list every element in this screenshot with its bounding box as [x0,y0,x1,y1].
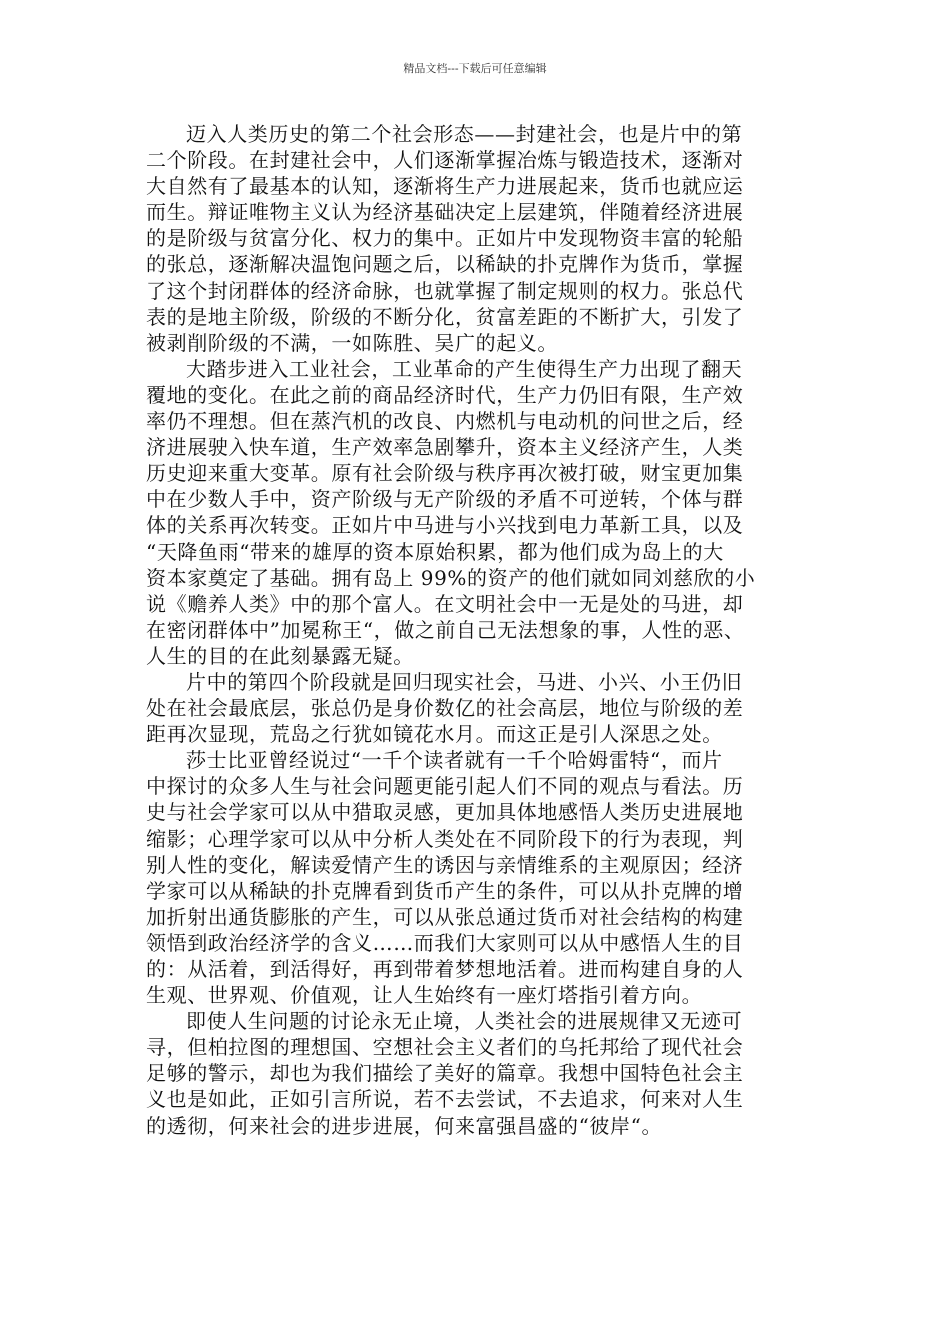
paragraph-3-line: 片中的第四个阶段就是回归现实社会，马进、小兴、小王仍旧 [186,669,743,694]
paragraph-2-line: 在密闭群体中”加冕称王“，做之前自己无法想象的事，人性的恶、 [146,617,745,642]
paragraph-1-line: 而生。辩证唯物主义认为经济基础决定上层建筑，伴随着经济进展 [146,200,744,225]
paragraph-2-line: 说《赡养人类》中的那个富人。在文明社会中一无是处的马进，却 [146,591,744,616]
paragraph-1-line: 的是阶级与贫富分化、权力的集中。正如片中发现物资丰富的轮船 [146,226,744,251]
paragraph-2-line: 济进展驶入快车道，生产效率急剧攀升，资本主义经济产生，人类 [146,435,744,460]
paragraph-4-line: 的：从活着，到活得好，再到带着梦想地活着。进而构建自身的人 [146,957,744,981]
paragraph-1-line: 的张总，逐渐解决温饱问题之后，以稀缺的扑克牌作为货币，掌握 [146,252,744,277]
paragraph-2-line: 人生的目的在此刻暴露无疑。 [146,643,414,668]
paragraph-1-line: 大自然有了最基本的认知，逐渐将生产力进展起来，货币也就应运 [146,174,744,199]
paragraph-1-line: 了这个封闭群体的经济命脉，也就掌握了制定规则的权力。张总代 [146,278,744,303]
paragraph-2-line: 体的关系再次转变。正如片中马进与小兴找到电力革新工具，以及 [146,513,744,538]
paragraph-3-line: 距再次显现，荒岛之行犹如镜花水月。而这正是引人深思之处。 [146,722,723,747]
paragraph-4-line: 缩影；心理学家可以从中分析人类处在不同阶段下的行为表现，判 [146,826,744,851]
page-header: 精品文档---下载后可任意编辑 [403,62,547,75]
paragraph-5-line: 即使人生问题的讨论永无止境，人类社会的进展规律又无迹可 [186,1009,743,1034]
paragraph-4-line: 莎士比亚曾经说过“一千个读者就有一千个哈姆雷特“，而片 [186,748,723,773]
paragraph-2-line: 历史迎来重大变革。原有社会阶级与秩序再次被打破，财宝更加集 [146,461,744,486]
paragraph-2-line: “天降鱼雨“带来的雄厚的资本原始积累，都为他们成为岛上的大 [146,539,724,564]
paragraph-2-line: 率仍不理想。但在蒸汽机的改良、内燃机与电动机的问世之后，经 [146,409,744,434]
paragraph-4-line: 领悟到政治经济学的含义……而我们大家则可以从中感悟人生的目 [146,930,744,955]
article-body [146,121,806,1139]
paragraph-1-line: 被剥削阶级的不满，一如陈胜、吴广的起义。 [146,330,558,355]
paragraph-4-line: 生观、世界观、价值观，让人生始终有一座灯塔指引着方向。 [146,983,703,1008]
paragraph-4-line: 别人性的变化，解读爱情产生的诱因与亲情维系的主观原因；经济 [146,852,744,877]
paragraph-4-line: 中探讨的众多人生与社会问题更能引起人们不同的观点与看法。历 [146,774,744,799]
paragraph-4-line: 学家可以从稀缺的扑克牌看到货币产生的条件，可以从扑克牌的增 [146,878,744,903]
paragraph-4-line: 史与社会学家可以从中猎取灵感，更加具体地感悟人类历史进展地 [146,800,744,825]
paragraph-1-line: 二个阶段。在封建社会中，人们逐渐掌握冶炼与锻造技术，逐渐对 [146,148,744,173]
paragraph-2-line: 覆地的变化。在此之前的商品经济时代，生产力仍旧有限，生产效 [146,382,744,407]
paragraph-5-line: 足够的警示，却也为我们描绘了美好的篇章。我想中国特色社会主 [146,1061,744,1086]
paragraph-5-line: 义也是如此，正如引言所说，若不去尝试，不去追求，何来对人生 [146,1087,744,1112]
paragraph-2-line: 大踏步进入工业社会，工业革命的产生使得生产力出现了翻天 [186,356,743,381]
paragraph-4-line: 加折射出通货膨胀的产生，可以从张总通过货币对社会结构的构建 [146,904,744,929]
paragraph-3-line: 处在社会最底层，张总仍是身价数亿的社会高层，地位与阶级的差 [146,696,744,721]
paragraph-2-line: 资本家奠定了基础。拥有岛上 99%的资产的他们就如同刘慈欣的小 [146,565,756,590]
paragraph-1-line: 表的是地主阶级，阶级的不断分化，贫富差距的不断扩大，引发了 [146,304,744,329]
paragraph-5-line: 的透彻，何来社会的进步进展，何来富强昌盛的“彼岸“。 [146,1113,663,1138]
paragraph-1-line: 迈入人类历史的第二个社会形态——封建社会，也是片中的第 [186,122,743,146]
paragraph-2-line: 中在少数人手中，资产阶级与无产阶级的矛盾不可逆转，个体与群 [146,487,744,512]
paragraph-5-line: 寻，但柏拉图的理想国、空想社会主义者们的乌托邦给了现代社会 [146,1035,744,1060]
